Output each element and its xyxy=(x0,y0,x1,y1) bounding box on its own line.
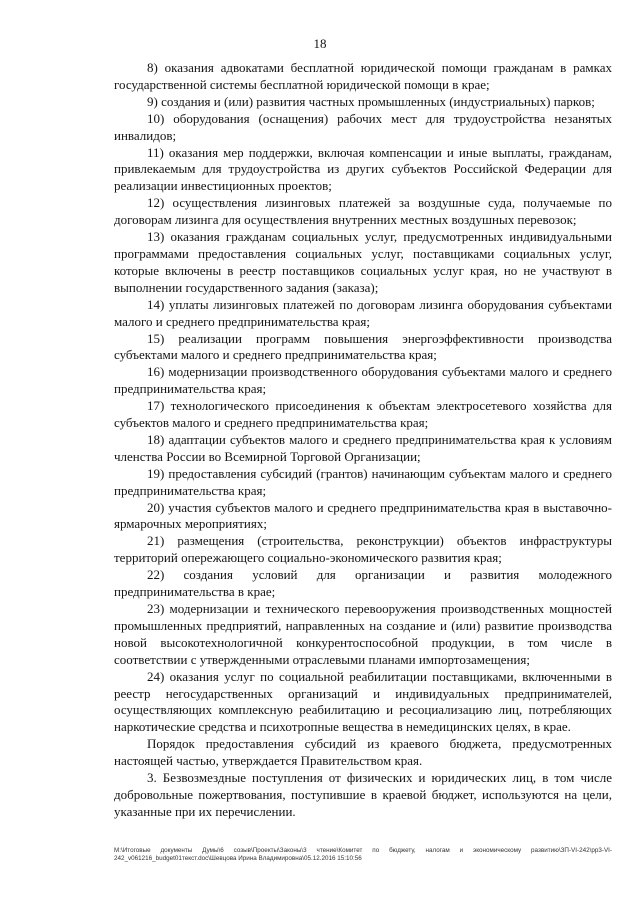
paragraph-item-19: 19) предоставления субсидий (грантов) начинающим субъектам малого и среднего предпринимательства края; xyxy=(114,465,612,498)
paragraph-item-20: 20) участия субъектов малого и среднего предпринимательства края в выставочно-ярмарочных мероприятиях; xyxy=(114,499,612,532)
paragraph-item-10: 10) оборудования (оснащения) рабочих мест для трудоустройства незанятых инвалидов; xyxy=(114,110,612,143)
paragraph-item-12: 12) осуществления лизинговых платежей за воздушные суда, получаемые по договорам лизинга для осуществления внутренних местных воздушных перевозок; xyxy=(114,195,612,228)
paragraph-item-24: 24) оказания услуг по социальной реабилитации поставщиками, включенными в реестр негосударственных организаций и индивидуальных предпринимателей, осуществляющих комплексную реабилитацию и ресоциализацию лиц, потребляющих наркотические средства и психотропные вещества в немедицинских целях, в крае. xyxy=(114,668,612,735)
footer-file-path: M:\Итоговые документы Думы\6 созыв\Проекты\Законы\3 чтение\Комитет по бюджету, налогам и экономическому развитию\ЗП-VI-242\рр3-VI-242_v061216_budget01текст.doc\Шевцова Ирина Владимировна\05.12.2016 15:10:56 xyxy=(114,847,612,862)
paragraph-item-14: 14) уплаты лизинговых платежей по договорам лизинга оборудования субъектами малого и среднего предпринимательства края; xyxy=(114,296,612,329)
paragraph-item-23: 23) модернизации и технического перевооружения производственных мощностей промышленных предприятий, направленных на создание и (или) развитие производства новой высокотехнологичной конкурентоспособной продукции, в том числе в соответствии с утвержденными отраслевыми планами импортозамещения; xyxy=(114,601,612,667)
paragraph-procedure: Порядок предоставления субсидий из краевого бюджета, предусмотренных настоящей частью, утверждается Правительством края. xyxy=(114,736,612,769)
paragraph-item-13: 13) оказания гражданам социальных услуг, предусмотренных индивидуальными программами предоставления социальных услуг, поставщиками социальных услуг, которые включены в реестр поставщиков социальных услуг края, но не участвуют в выполнении государственного задания (заказа); xyxy=(114,229,612,295)
paragraph-item-16: 16) модернизации производственного оборудования субъектами малого и среднего предпринимательства края; xyxy=(114,364,612,397)
paragraph-item-22: 22) создания условий для организации и развития молодежного предпринимательства в крае; xyxy=(114,567,612,600)
paragraph-section-3: 3. Безвозмездные поступления от физических и юридических лиц, в том числе добровольные пожертвования, поступившие в краевой бюджет, используются на цели, указанные при их перечислении. xyxy=(114,770,612,819)
paragraph-item-17: 17) технологического присоединения к объектам электросетевого хозяйства для субъектов малого и среднего предпринимательства края; xyxy=(114,398,612,431)
paragraph-item-21: 21) размещения (строительства, реконструкции) объектов инфраструктуры территорий опережающего социально-экономического развития края; xyxy=(114,533,612,566)
page-number: 18 xyxy=(313,36,327,51)
document-body xyxy=(114,60,612,821)
paragraph-item-11: 11) оказания мер поддержки, включая компенсации и иные выплаты, гражданам, привлекаемым для трудоустройства из других субъектов Российской Федерации для реализации инвестиционных проектов; xyxy=(114,144,612,194)
paragraph-item-15: 15) реализации программ повышения энергоэффективности производства субъектами малого и среднего предпринимательства края; xyxy=(114,330,612,363)
paragraph-item-8: 8) оказания адвокатами бесплатной юридической помощи гражданам в рамках государственной системы бесплатной юридической помощи в крае; xyxy=(114,60,612,92)
paragraph-item-9: 9) создания и (или) развития частных промышленных (индустриальных) парков; xyxy=(147,93,595,109)
paragraph-item-18: 18) адаптации субъектов малого и среднего предпринимательства края к условиям членства России во Всемирной Торговой Организации; xyxy=(114,431,612,464)
